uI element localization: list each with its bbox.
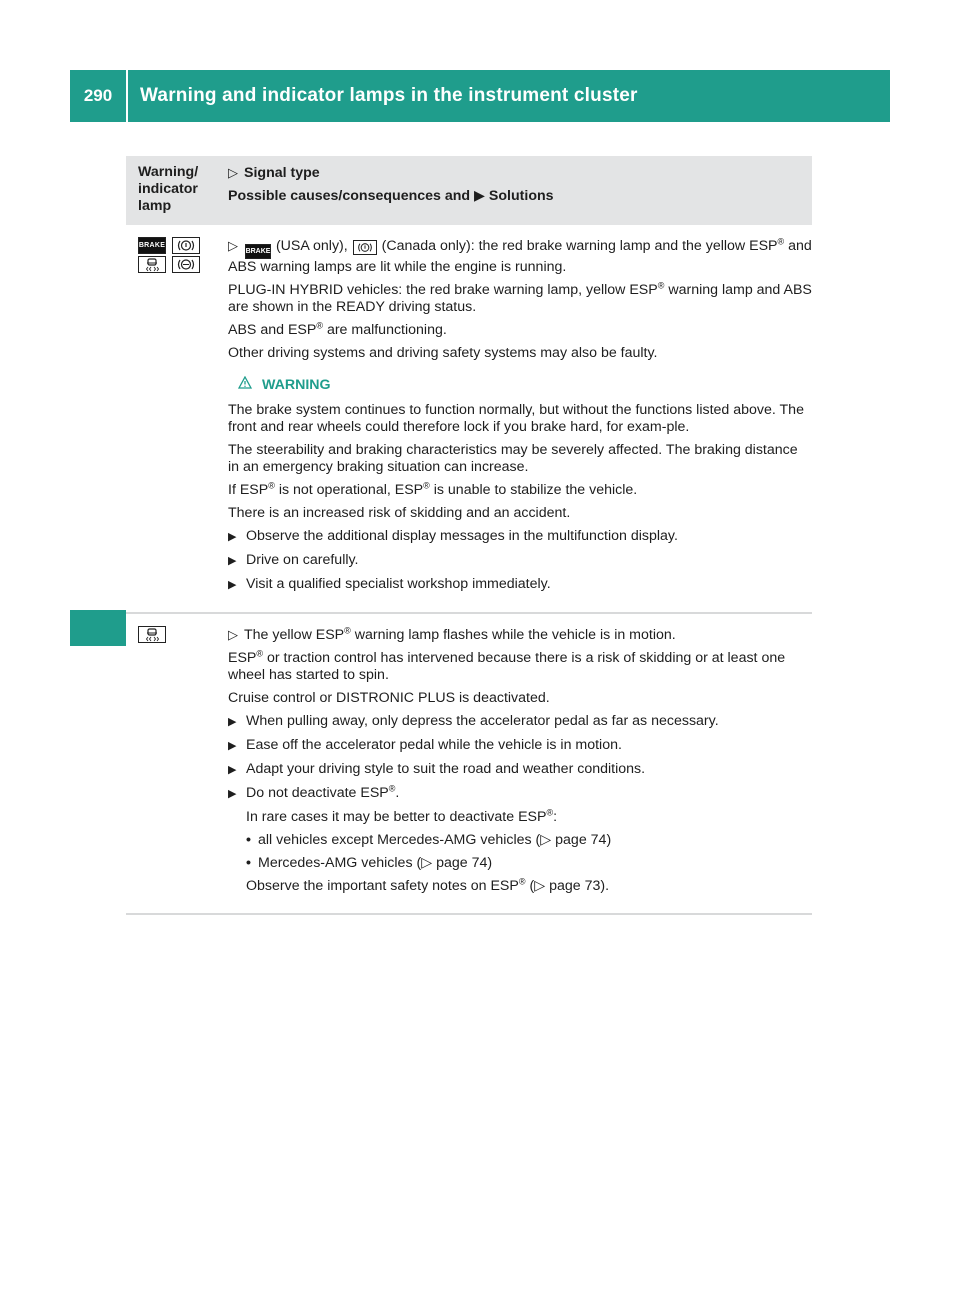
page-number: 290 bbox=[70, 70, 128, 122]
page-ref-triangle-icon: ▷ bbox=[534, 878, 546, 894]
bullet-icon: • bbox=[246, 832, 251, 848]
brake-warning-canada-inline-icon bbox=[353, 240, 377, 255]
page-ref-triangle-icon: ▷ bbox=[421, 855, 433, 871]
action-item: ▶ Observe the additional display messages in the multifunction display. bbox=[228, 528, 678, 544]
action-arrow-icon: ▶ bbox=[228, 531, 237, 543]
action-item: ▶ Do not deactivate ESP®. bbox=[228, 783, 400, 801]
brake-warning-icon: BRAKE bbox=[138, 237, 166, 254]
action-item: ▶ Visit a qualified specialist workshop immediately. bbox=[228, 576, 551, 592]
row2-cause: ESP® or traction control has intervened because there is a risk of skidding or at least one wheel has started to spin. bbox=[228, 648, 786, 683]
row2-intro: ▷ The yellow ESP® warning lamp flashes while the vehicle is in motion. bbox=[228, 625, 676, 643]
warning-text-2: The steerability and braking characteristics may be severely affected. The braking distance in an emergency braking situation can increase. bbox=[228, 442, 798, 475]
column-header-lamp: Warning/ indicator lamp bbox=[138, 164, 199, 214]
rare-cases-text: In rare cases it may be better to deactivate ESP®: bbox=[246, 807, 558, 825]
row1-malfunction: ABS and ESP® are malfunctioning. bbox=[228, 320, 447, 338]
page-reference-link[interactable]: page 74) bbox=[555, 832, 612, 848]
action-item: ▶ Ease off the accelerator pedal while the vehicle is in motion. bbox=[228, 737, 622, 753]
action-item: ▶ Adapt your driving style to suit the road and weather conditions. bbox=[228, 761, 646, 777]
warning-text-1: The brake system continues to function normally, but without the functions listed above. The front and rear wheels could therefore lock if you brake hard, for exam-ple. bbox=[228, 402, 804, 435]
row1-other: Other driving systems and driving safety systems may also be faulty. bbox=[228, 345, 658, 361]
action-arrow-icon: ▶ bbox=[228, 740, 237, 752]
action-item: ▶ Drive on carefully. bbox=[228, 552, 359, 568]
action-arrow-icon: ▶ bbox=[228, 764, 237, 776]
list-item: • Mercedes-AMG vehicles (▷ page 74) bbox=[246, 855, 493, 871]
side-tab-label: On-board computer and displays bbox=[87, 210, 108, 509]
abs-warning-icon bbox=[172, 256, 200, 273]
signal-triangle-icon: ▷ bbox=[228, 627, 238, 642]
page-title: Warning and indicator lamps in the instrument cluster bbox=[140, 85, 638, 106]
row1-plugin: PLUG-IN HYBRID vehicles: the red brake warning lamp, yellow ESP® warning lamp and ABS are shown in the READY driving status. bbox=[228, 280, 812, 315]
safety-notes-text: Observe the important safety notes on ESP® (▷ page 73). bbox=[246, 876, 610, 894]
signal-triangle-icon: ▷ bbox=[228, 165, 238, 180]
page-ref-triangle-icon: ▷ bbox=[540, 832, 552, 848]
table-row bbox=[126, 225, 812, 614]
action-arrow-icon: ▶ bbox=[228, 716, 237, 728]
brake-warning-canada-icon bbox=[172, 237, 200, 254]
page-reference-link[interactable]: page 73). bbox=[549, 878, 610, 894]
warning-triangle-icon bbox=[238, 376, 252, 394]
table-row bbox=[126, 614, 812, 915]
row1-intro: ▷ BRAKE (USA only), (Canada only): the red brake warning lamp and the yellow ESP® and ABS warning lamps are lit while the engine is running. bbox=[228, 236, 812, 275]
action-arrow-icon: ▶ bbox=[228, 555, 237, 567]
side-tab-marker bbox=[70, 610, 126, 646]
warning-text-4: There is an increased risk of skidding and an accident. bbox=[228, 505, 571, 521]
action-arrow-icon: ▶ bbox=[474, 188, 485, 204]
row2-consequence: Cruise control or DISTRONIC PLUS is deactivated. bbox=[228, 690, 550, 706]
action-arrow-icon: ▶ bbox=[228, 788, 237, 800]
page-reference-link[interactable]: page 74) bbox=[436, 855, 493, 871]
esp-warning-icon bbox=[138, 626, 166, 643]
action-arrow-icon: ▶ bbox=[228, 579, 237, 591]
bullet-icon: • bbox=[246, 855, 251, 871]
warning-heading: WARNING bbox=[238, 376, 812, 394]
page-header bbox=[70, 70, 890, 122]
esp-warning-icon bbox=[138, 256, 166, 273]
signal-triangle-icon: ▷ bbox=[228, 238, 238, 253]
column-header-signal: ▷ Signal type Possible causes/consequences and ▶ Solutions bbox=[228, 165, 554, 204]
warning-lamp-table bbox=[126, 156, 812, 915]
list-item: • all vehicles except Mercedes-AMG vehicles (▷ page 74) bbox=[246, 832, 612, 848]
warning-text-3: If ESP® is not operational, ESP® is unable to stabilize the vehicle. bbox=[228, 480, 638, 498]
table-header bbox=[126, 156, 812, 225]
action-item: ▶ When pulling away, only depress the accelerator pedal as far as necessary. bbox=[228, 713, 719, 729]
side-tab bbox=[70, 122, 126, 597]
brake-warning-inline-icon: BRAKE bbox=[245, 244, 271, 259]
